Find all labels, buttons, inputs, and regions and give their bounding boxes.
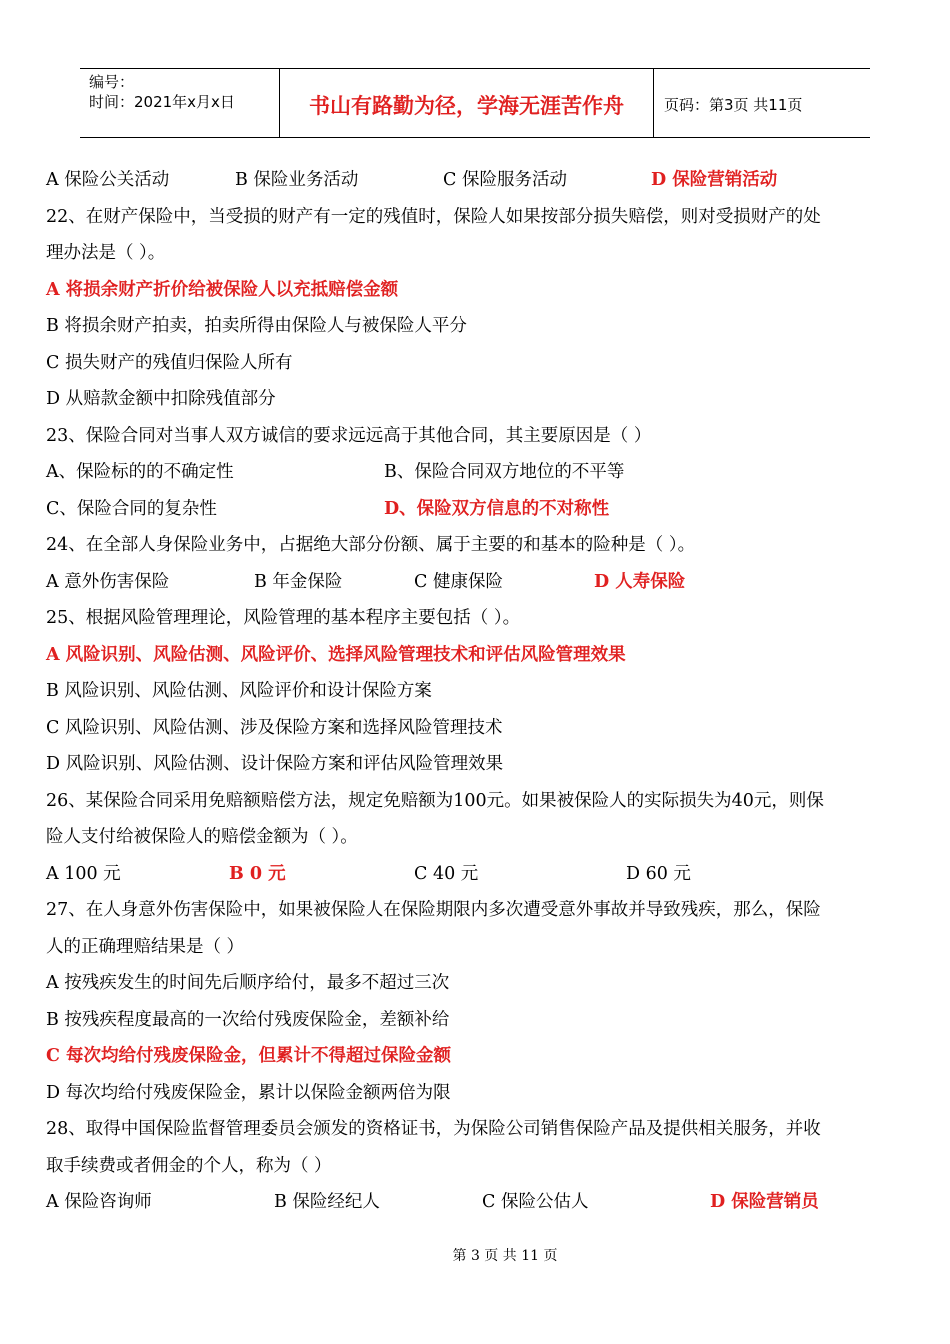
q24-option-a: A 意外伤害保险 (46, 571, 170, 592)
q21-option-c: C 保险服务活动 (443, 170, 567, 190)
header-code-label: 编号： (89, 73, 135, 91)
q26-option-b: B 0 元 (229, 863, 286, 884)
q23-stem: 23、保险合同对当事人双方诚信的要求远远高于其他合同，其主要原因是（ ） (46, 425, 652, 446)
question-list (46, 162, 906, 1221)
q28-option-b: B 保险经纪人 (274, 1192, 380, 1212)
q28-options (46, 1184, 906, 1221)
q27-stem-line2: 人的正确理赔结果是（ ） (46, 936, 245, 957)
header-motto: 书山有路勤为径，学海无涯苦作舟 (280, 69, 654, 137)
q27-option-a: A 按残疾发生的时间先后顺序给付，最多不超过三次 (46, 973, 450, 993)
q24-stem: 24、在全部人身保险业务中，占据绝大部分份额、属于主要的和基本的险种是（ ）。 (46, 535, 696, 555)
q26-stem-line2: 险人支付给被保险人的赔偿金额为（ ）。 (46, 827, 358, 847)
q22-option-a: A 将损余财产折价给被保险人以充抵赔偿金额 (46, 279, 399, 300)
q23-option-a: A、保险标的的不确定性 (46, 462, 234, 482)
q21-option-b: B 保险业务活动 (235, 170, 359, 190)
q27-option-d: D 每次均给付残废保险金，累计以保险金额两倍为限 (46, 1082, 451, 1103)
q28-stem-line2: 取手续费或者佣金的个人，称为（ ） (46, 1155, 332, 1176)
q22-stem-line2: 理办法是（ ）。 (46, 243, 166, 263)
q25-option-c: C 风险识别、风险估测、涉及保险方案和选择风险管理技术 (46, 717, 503, 738)
q26-option-d: D 60 元 (626, 863, 691, 884)
q27-stem-line1: 27、在人身意外伤害保险中，如果被保险人在保险期限内多次遭受意外事故并导致残疾，那么，保险 (46, 900, 821, 920)
q22-stem-line1: 22、在财产保险中，当受损的财产有一定的残值时，保险人如果按部分损失赔偿，则对受损财产的处 (46, 206, 821, 227)
q28-stem-line1: 28、取得中国保险监督管理委员会颁发的资格证书，为保险公司销售保险产品及提供相关服务，并收 (46, 1119, 821, 1139)
q28-option-a: A 保险咨询师 (46, 1192, 152, 1212)
page-header (80, 68, 870, 138)
header-meta (80, 69, 280, 137)
q23-options-ab (46, 454, 906, 491)
q24-option-b: B 年金保险 (254, 571, 343, 592)
q26-stem-line1: 26、某保险合同采用免赔额赔偿方法，规定免赔额为100元。如果被保险人的实际损失为40元，则保 (46, 790, 824, 811)
q28-option-c: C 保险公估人 (482, 1192, 589, 1212)
q26-options (46, 856, 906, 893)
q25-option-b: B 风险识别、风险估测、风险评价和设计保险方案 (46, 681, 432, 701)
q23-option-c: C、保险合同的复杂性 (46, 498, 217, 519)
q25-option-d: D 风险识别、风险估测、设计保险方案和评估风险管理效果 (46, 754, 504, 774)
q22-option-b: B 将损余财产拍卖，拍卖所得由保险人与被保险人平分 (46, 316, 467, 336)
q23-option-d: D、保险双方信息的不对称性 (384, 498, 610, 519)
q24-option-d: D 人寿保险 (594, 571, 686, 592)
header-time-label: 时间：2021年x月x日 (89, 93, 235, 111)
q21-option-d: D 保险营销活动 (651, 170, 778, 190)
q27-option-b: B 按残疾程度最高的一次给付残废保险金，差额补给 (46, 1009, 450, 1030)
q26-option-a: A 100 元 (46, 863, 121, 884)
q28-option-d: D 保险营销员 (710, 1192, 819, 1212)
q25-option-a: A 风险识别、风险估测、风险评价、选择风险管理技术和评估风险管理效果 (46, 644, 626, 665)
page-footer: 第 3 页 共 11 页 (452, 1248, 558, 1264)
q21-options (46, 162, 906, 199)
header-page-label: 页码：第3页 共11页 (664, 96, 803, 114)
q24-options (46, 564, 906, 601)
q26-option-c: C 40 元 (414, 863, 479, 884)
q22-option-d: D 从赔款金额中扣除残值部分 (46, 389, 276, 409)
q23-options-cd (46, 491, 906, 528)
q21-option-a: A 保险公关活动 (46, 170, 170, 190)
q24-option-c: C 健康保险 (414, 571, 503, 592)
q25-stem: 25、根据风险管理理论，风险管理的基本程序主要包括（ ）。 (46, 608, 521, 628)
q27-option-c: C 每次均给付残废保险金，但累计不得超过保险金额 (46, 1046, 452, 1066)
q22-option-c: C 损失财产的残值归保险人所有 (46, 352, 293, 373)
q23-option-b: B、保险合同双方地位的不平等 (384, 462, 625, 482)
